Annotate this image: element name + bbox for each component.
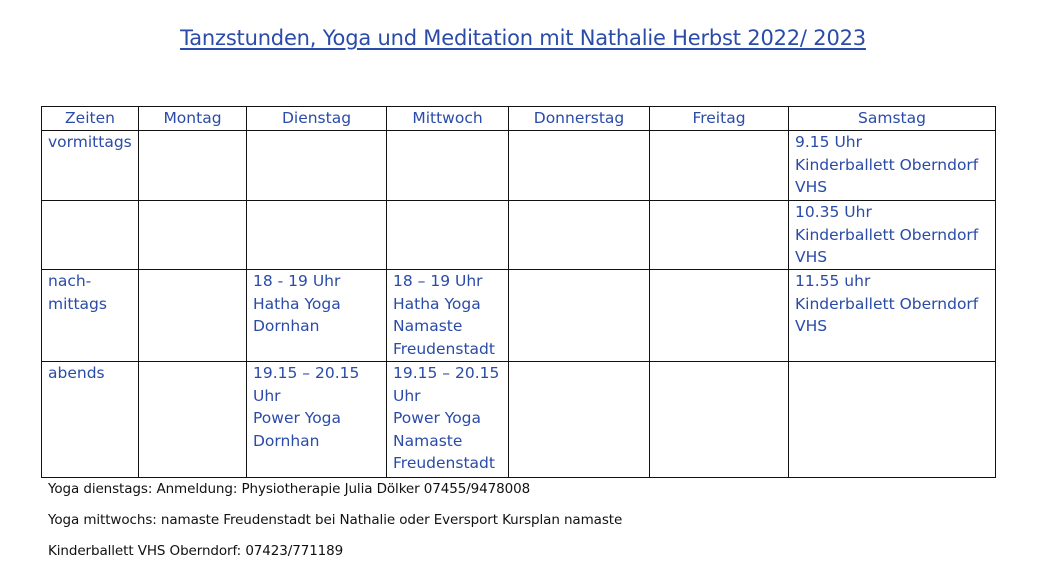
cell-dienstag: [247, 362, 387, 478]
cell-line: VHS: [795, 248, 828, 266]
cell-line: Kinderballett Oberndorf: [795, 155, 979, 174]
cell-samstag: [789, 270, 996, 362]
cell-line: abends: [48, 364, 105, 382]
cell-line: Namaste: [393, 431, 463, 450]
note-yoga-mittwochs: Yoga mittwochs: namaste Freudenstadt bei Nathalie oder Eversport Kursplan namaste: [48, 512, 623, 528]
table-row: [42, 201, 996, 270]
cell-line: 11.55 uhr: [795, 272, 871, 290]
header-donnerstag: Donnerstag: [509, 107, 650, 131]
cell-montag: [139, 270, 247, 362]
cell-line: Uhr: [253, 386, 281, 405]
cell-mittwoch: [387, 201, 509, 270]
header-samstag: Samstag: [789, 107, 996, 131]
header-mittwoch: Mittwoch: [387, 107, 509, 131]
cell-montag: [139, 362, 247, 478]
cell-zeit: [42, 131, 139, 201]
cell-samstag: [789, 201, 996, 270]
cell-line: Kinderballett Oberndorf: [795, 225, 979, 244]
cell-zeit: [42, 362, 139, 478]
cell-donnerstag: [509, 362, 650, 478]
table-row: [42, 270, 996, 362]
cell-freitag: [650, 131, 789, 201]
cell-line: Freudenstadt: [393, 339, 495, 358]
cell-line: VHS: [795, 178, 828, 196]
cell-line: Dornhan: [253, 431, 320, 450]
cell-line: Power Yoga: [393, 409, 482, 427]
cell-mittwoch: [387, 270, 509, 362]
cell-freitag: [650, 270, 789, 362]
cell-mittwoch: [387, 131, 509, 201]
cell-line: 10.35 Uhr: [795, 203, 872, 221]
cell-donnerstag: [509, 201, 650, 270]
cell-freitag: [650, 201, 789, 270]
header-zeiten: Zeiten: [42, 107, 139, 131]
table-header-row: [42, 107, 996, 131]
cell-montag: [139, 201, 247, 270]
page-title: Tanzstunden, Yoga und Meditation mit Nathalie Herbst 2022/ 2023: [180, 26, 866, 50]
note-yoga-dienstags: Yoga dienstags: Anmeldung: Physiotherapie Julia Dölker 07455/9478008: [48, 481, 531, 497]
cell-line: Uhr: [393, 386, 421, 405]
cell-line: 9.15 Uhr: [795, 133, 862, 151]
schedule-table: [41, 106, 996, 478]
cell-dienstag: [247, 270, 387, 362]
cell-zeit: [42, 201, 139, 270]
header-freitag: Freitag: [650, 107, 789, 131]
table-row: [42, 362, 996, 478]
cell-zeit: [42, 270, 139, 362]
cell-line: Freudenstadt: [393, 454, 495, 472]
cell-line: Hatha Yoga: [393, 294, 481, 313]
cell-line: 19.15 – 20.15: [393, 364, 500, 382]
header-montag: Montag: [139, 107, 247, 131]
cell-line: vormittags: [48, 133, 132, 151]
cell-line: 18 - 19 Uhr: [253, 272, 341, 290]
cell-samstag: [789, 362, 996, 478]
header-dienstag: Dienstag: [247, 107, 387, 131]
cell-mittwoch: [387, 362, 509, 478]
cell-freitag: [650, 362, 789, 478]
cell-montag: [139, 131, 247, 201]
cell-line: VHS: [795, 317, 828, 335]
cell-line: mittags: [48, 294, 107, 313]
cell-line: nach-: [48, 272, 92, 290]
cell-line: 19.15 – 20.15: [253, 364, 360, 382]
cell-line: Power Yoga: [253, 409, 342, 427]
table-row: [42, 131, 996, 201]
cell-line: Namaste: [393, 317, 463, 335]
cell-dienstag: [247, 131, 387, 201]
cell-line: Kinderballett Oberndorf: [795, 294, 979, 313]
cell-dienstag: [247, 201, 387, 270]
cell-line: Hatha Yoga: [253, 294, 341, 313]
cell-line: Dornhan: [253, 317, 320, 335]
note-kinderballett: Kinderballett VHS Oberndorf: 07423/771189: [48, 543, 344, 559]
cell-samstag: [789, 131, 996, 201]
cell-donnerstag: [509, 270, 650, 362]
cell-donnerstag: [509, 131, 650, 201]
cell-line: 18 – 19 Uhr: [393, 272, 483, 290]
